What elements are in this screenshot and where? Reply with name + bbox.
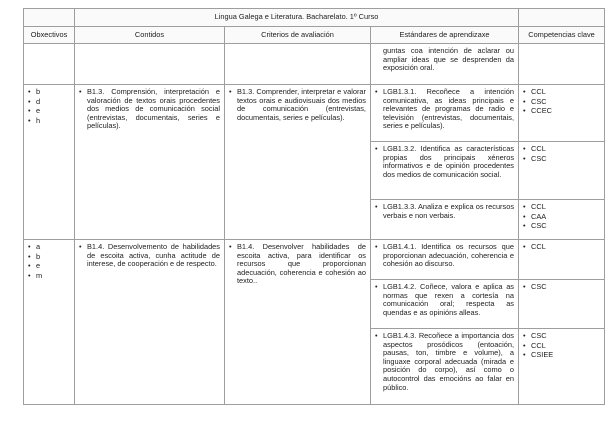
competency-item: • CCL [523, 243, 600, 252]
curriculum-document [23, 8, 604, 405]
standard-cell [371, 200, 519, 240]
competencies-cell [519, 85, 605, 142]
competency-item: • CSC [523, 222, 600, 231]
standard-text: • LGB1.3.1. Recoñece a intención comunicativa, as ideas principais e relevantes de programas de radio e televisión (entrevistas, documentais, series e películas). [375, 88, 514, 131]
standard-text: • LGB1.3.3. Analiza e explica os recursos verbais e non verbais. [375, 203, 514, 220]
column-header-objectives: Obxectivos [24, 27, 75, 44]
criteria-cell [225, 85, 371, 240]
competency-item: • CCL [523, 342, 600, 351]
objectives-cell [24, 240, 75, 405]
competency-item: • CCL [523, 145, 600, 154]
title-blank-cell-right [519, 9, 605, 27]
objective-item: • e [28, 262, 70, 271]
competency-item: • CSC [523, 283, 600, 292]
objective-item: • b [28, 253, 70, 262]
competencies-cell [519, 240, 605, 280]
competency-item: • CAA [523, 213, 600, 222]
continuation-row [24, 44, 605, 85]
title-blank-cell [24, 9, 75, 27]
column-header-row [24, 27, 605, 44]
title-row [24, 9, 605, 27]
standard-cell [371, 240, 519, 280]
competencies-cell [519, 142, 605, 200]
column-header-contents: Contidos [75, 27, 225, 44]
standard-text: • LGB1.4.2. Coñece, valora e aplica as normas que rexen a cortesía na comunicación oral; respecta as quendas e as opinións alleas. [375, 283, 514, 317]
table-title: Lingua Galega e Literatura. Bacharelato. 1º Curso [75, 9, 519, 27]
standard-cell [371, 280, 519, 329]
content-text: • B1.3. Comprensión, interpretación e valoración de textos orais procedentes dos medios de comunicación social (entrevistas, documentais, series e películas). [79, 88, 220, 131]
content-text: • B1.4. Desenvolvemento de habilidades de escoita activa, cunha actitude de interese, de cooperación e de respecto. [79, 243, 220, 269]
objective-item: • m [28, 272, 70, 281]
criteria-cell [225, 240, 371, 405]
competency-item: • CCL [523, 88, 600, 97]
competency-item: • CSC [523, 155, 600, 164]
objective-item: • h [28, 117, 70, 126]
criteria-text: • B1.3. Comprender, interpretar e valorar textos orais e audiovisuais dos medios de comunicación (entrevistas, documentais, series e películas). [229, 88, 366, 122]
column-header-standards: Estándares de aprendizaxe [371, 27, 519, 44]
content-cell [75, 240, 225, 405]
objective-item: • a [28, 243, 70, 252]
curriculum-table [23, 8, 605, 405]
standard-text: • LGB1.4.1. Identifica os recursos que proporcionan adecuación, coherencia e cohesión ao discurso. [375, 243, 514, 269]
standard-cell [371, 142, 519, 200]
objective-item: • b [28, 88, 70, 97]
competencies-cell [519, 329, 605, 405]
content-cell [75, 85, 225, 240]
table-row [24, 240, 605, 280]
standard-cell [371, 85, 519, 142]
column-header-criteria: Criterios de avaliación [225, 27, 371, 44]
standard-text: • LGB1.4.3. Recoñece a importancia dos aspectos prosódicos (entoación, pausas, ton, timbre e volume), a linguaxe corporal adecuada (mirada e posición do corpo), así como o autocontrol das emocións ao falar en público. [375, 332, 514, 392]
competency-item: • CSC [523, 332, 600, 341]
column-header-competencies: Competencias clave [519, 27, 605, 44]
competency-item: • CSIEE [523, 351, 600, 360]
competency-item: • CSC [523, 98, 600, 107]
standard-cell [371, 329, 519, 405]
objectives-cell [24, 85, 75, 240]
competencies-cell [519, 280, 605, 329]
objective-item: • d [28, 98, 70, 107]
continuation-text: guntas coa intención de aclarar ou ampliar ideas que se desprenden da exposición oral. [371, 44, 519, 85]
table-row [24, 85, 605, 142]
objective-item: • e [28, 107, 70, 116]
criteria-text: • B1.4. Desenvolver habilidades de escoita activa, para identificar os recursos que proporcionan adecuación, coherencia e cohesión ao texto.. [229, 243, 366, 286]
competency-item: • CCEC [523, 107, 600, 116]
competency-item: • CCL [523, 203, 600, 212]
competencies-cell [519, 200, 605, 240]
standard-text: • LGB1.3.2. Identifica as características propias dos principais xéneros informativos e de opinión procedentes dos medios de comunicación social. [375, 145, 514, 179]
